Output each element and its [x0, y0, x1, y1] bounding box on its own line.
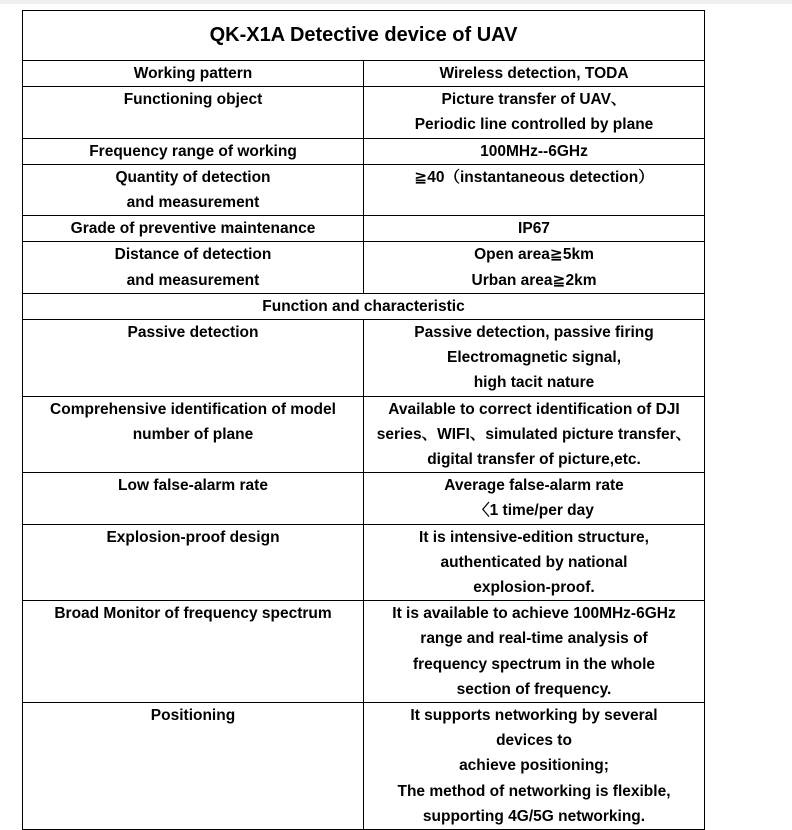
- row-label-line: Explosion-proof design: [106, 528, 280, 546]
- row-value-line: supporting 4G/5G networking.: [422, 807, 646, 825]
- row-value-line: Average false-alarm rate: [444, 477, 624, 495]
- spec-table: [22, 10, 705, 830]
- row-value-line: authenticated by national: [440, 553, 628, 571]
- spec-row: [23, 61, 705, 87]
- row-value-line: It is intensive-edition structure,: [419, 528, 649, 546]
- row-value: [364, 242, 705, 293]
- row-value-line: range and real-time analysis of: [420, 630, 648, 648]
- row-value: [364, 473, 705, 524]
- row-value-line: 100MHz--6GHz: [480, 142, 588, 160]
- row-value-line: The method of networking is flexible,: [397, 782, 671, 800]
- spec-row: [23, 216, 705, 242]
- row-value: [364, 396, 705, 473]
- title-row: [23, 11, 705, 61]
- row-label-line: Broad Monitor of frequency spectrum: [54, 605, 332, 623]
- row-label-line: Frequency range of working: [89, 142, 297, 160]
- row-value-line: Periodic line controlled by plane: [414, 116, 654, 134]
- row-value-line: It is available to achieve 100MHz-6GHz: [392, 605, 676, 623]
- row-value-line: Passive detection, passive firing: [414, 324, 654, 342]
- row-value: [364, 138, 705, 164]
- feature-row: [23, 524, 705, 601]
- row-label: [23, 320, 364, 397]
- row-value-line: 〈1 time/per day: [474, 502, 594, 520]
- row-value-line: digital transfer of picture,etc.: [427, 451, 641, 469]
- row-label-line: and measurement: [126, 194, 260, 212]
- row-label: [23, 601, 364, 703]
- row-label-line: Distance of detection: [114, 246, 272, 264]
- feature-row: [23, 473, 705, 524]
- section-header-row: [23, 293, 705, 319]
- row-value: [364, 320, 705, 397]
- row-value-line: Urban area≧2km: [471, 271, 597, 289]
- row-value-line: explosion-proof.: [473, 579, 595, 597]
- row-value-line: Wireless detection, TODA: [439, 65, 629, 82]
- row-label-line: Low false-alarm rate: [118, 477, 268, 495]
- feature-row: [23, 703, 705, 830]
- spec-row: [23, 242, 705, 293]
- section-header: Function and characteristic: [23, 293, 705, 319]
- row-label: [23, 87, 364, 138]
- row-value: [364, 61, 705, 87]
- row-value-line: It supports networking by several: [410, 707, 658, 725]
- row-value: [364, 524, 705, 601]
- row-label: [23, 61, 364, 87]
- row-label: [23, 216, 364, 242]
- row-label-line: Working pattern: [133, 65, 253, 82]
- row-label: [23, 396, 364, 473]
- feature-row: [23, 396, 705, 473]
- row-value-line: Picture transfer of UAV、: [441, 91, 627, 109]
- feature-row: [23, 320, 705, 397]
- row-value-line: high tacit nature: [473, 374, 595, 392]
- row-label: [23, 473, 364, 524]
- row-value-line: series、WIFI、simulated picture transfer、: [376, 425, 692, 443]
- row-value-line: frequency spectrum in the whole: [412, 655, 656, 673]
- row-label-line: Passive detection: [127, 324, 259, 342]
- spec-row: [23, 138, 705, 164]
- row-value-line: Available to correct identification of DJI: [388, 400, 680, 418]
- spec-row: [23, 164, 705, 215]
- row-value-line: achieve positioning;: [459, 757, 609, 775]
- row-value-line: Open area≧5km: [474, 246, 594, 264]
- row-label: [23, 164, 364, 215]
- row-label-line: and measurement: [126, 271, 260, 289]
- row-label-line: Positioning: [150, 707, 236, 725]
- row-value: [364, 216, 705, 242]
- row-label-line: Functioning object: [123, 91, 263, 109]
- row-value-line: ≧40（instantaneous detection）: [414, 168, 654, 186]
- row-value-line: Electromagnetic signal,: [447, 349, 621, 367]
- row-label-line: number of plane: [132, 425, 254, 443]
- row-value-line: devices to: [496, 732, 572, 750]
- top-edge-strip: [0, 0, 792, 4]
- table-title: QK-X1A Detective device of UAV: [23, 11, 705, 61]
- row-label-line: Quantity of detection: [115, 168, 271, 186]
- row-label: [23, 703, 364, 830]
- row-value: [364, 601, 705, 703]
- row-value: [364, 703, 705, 830]
- row-label: [23, 242, 364, 293]
- row-label-line: Comprehensive identification of model: [50, 400, 336, 418]
- row-value-line: section of frequency.: [456, 680, 612, 698]
- row-label: [23, 138, 364, 164]
- row-value: [364, 87, 705, 138]
- spec-row: [23, 87, 705, 138]
- feature-row: [23, 601, 705, 703]
- row-value: [364, 164, 705, 215]
- row-value-line: IP67: [518, 220, 550, 238]
- row-label: [23, 524, 364, 601]
- row-label-line: Grade of preventive maintenance: [70, 220, 316, 238]
